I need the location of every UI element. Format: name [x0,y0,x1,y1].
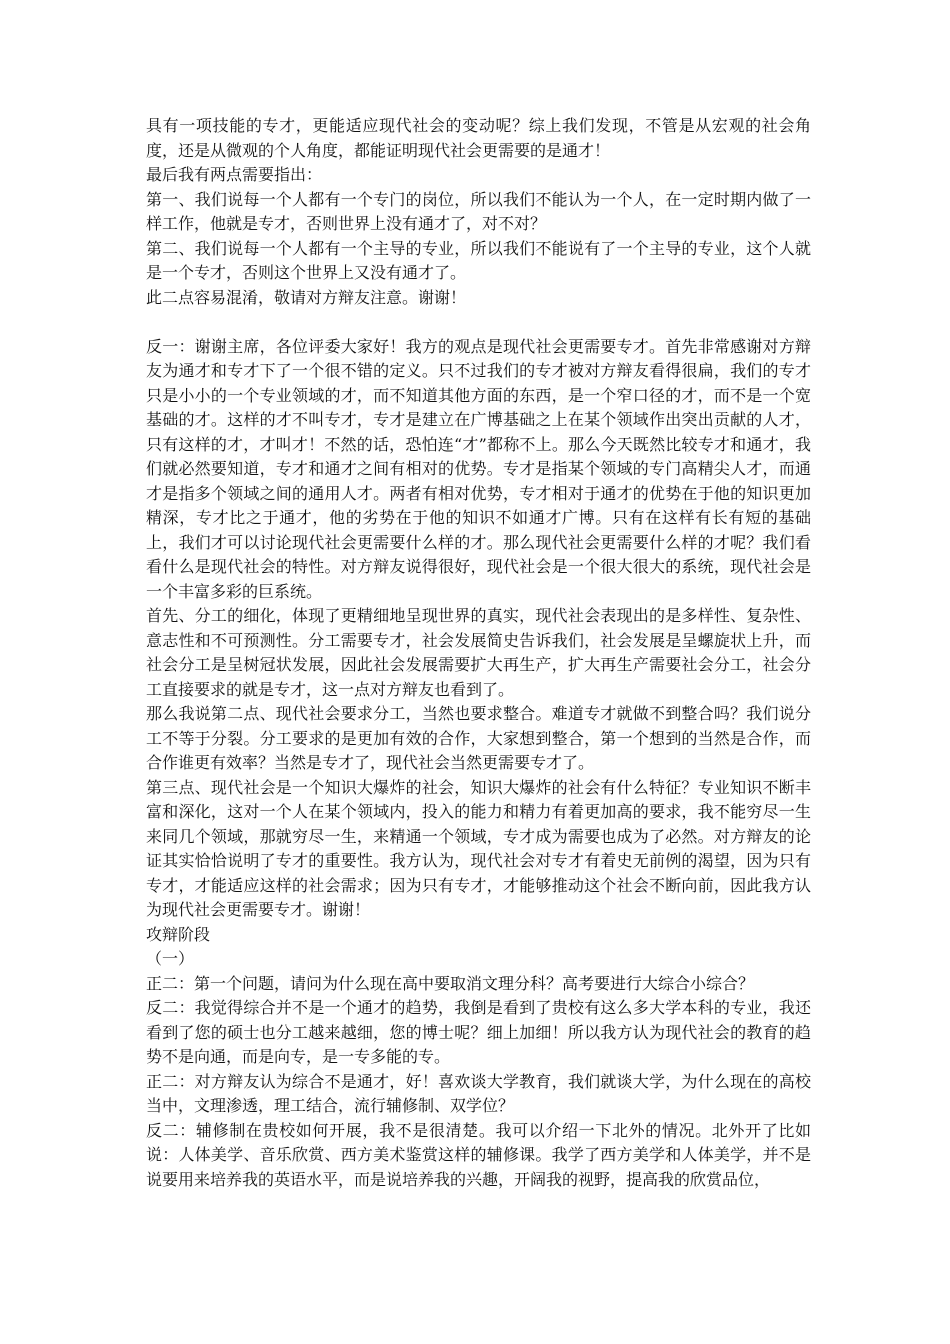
paragraph: 反二：我觉得综合并不是一个通才的趋势，我倒是看到了贵校有这么多大学本科的专业，我还看到了您的硕士也分工越来越细，您的博士呢？细上加细！所以我方认为现代社会的教育的趋势不是向通，而是向专，是一专多能的专。 [146,998,811,1066]
paragraph: 反二：辅修制在贵校如何开展，我不是很清楚。我可以介绍一下北外的情况。北外开了比如说：人体美学、音乐欣赏、西方美术鉴赏这样的辅修课。我学了西方美学和人体美学，并不是说要用来培养我的英语水平，而是说培养我的兴趣，开阔我的视野，提高我的欣赏品位， [146,1120,811,1189]
paragraph: 具有一项技能的专才，更能适应现代社会的变动呢？综上我们发现，不管是从宏观的社会角度，还是从微观的个人角度，都能证明现代社会更需要的是通才！ [146,116,811,160]
paragraph: 第一、我们说每一个人都有一个专门的岗位，所以我们不能认为一个人，在一定时期内做了一样工作，他就是专才，否则世界上没有通才了，对不对？ [146,189,811,233]
blank-line [146,310,811,335]
paragraph: 首先、分工的细化，体现了更精细地呈现世界的真实，现代社会表现出的是多样性、复杂性、意志性和不可预测性。分工需要专才，社会发展简史告诉我们，社会发展是呈螺旋状上升，而社会分工是呈树冠状发展，因此社会发展需要扩大再生产，扩大再生产需要社会分工，社会分工直接要求的就是专才，这一点对方辩友也看到了。 [146,606,811,699]
paragraph: 第三点、现代社会是一个知识大爆炸的社会，知识大爆炸的社会有什么特征？专业知识不断丰富和深化，这对一个人在某个领域内，投入的能力和精力有着更加高的要求，我不能穷尽一生来同几个领域，那就穷尽一生，来精通一个领域，专才成为需要也成为了必然。对方辩友的论证其实恰恰说明了专才的重要性。我方认为，现代社会对专才有着史无前例的渴望，因为只有专才，才能适应这样的社会需求；因为只有专才，才能够推动这个社会不断向前，因此我方认为现代社会更需要专才。谢谢！ [146,777,811,919]
paragraph: 第二、我们说每一个人都有一个主导的专业，所以我们不能说有了一个主导的专业，这个人就是一个专才，否则这个世界上又没有通才了。 [146,238,811,282]
paragraph: 此二点容易混淆，敬请对方辩友注意。谢谢！ [146,287,467,307]
paragraph: 最后我有两点需要指出： [146,165,323,184]
paragraph: 反一：谢谢主席，各位评委大家好！我方的观点是现代社会更需要专才。首先非常感谢对方辩友为通才和专才下了一个很不错的定义。只不过我们的专才被对方辩友看得很扁，我们的专才只是小小的一个专业领域的才，而不知道其他方面的东西，是一个窄口径的才，而不是一个宽基础的才。这样的才不叫专才，专才是建立在广博基础之上在某个领域作出突出贡献的人才，只有这样的才，才叫才！不然的话，恐怕连“才”都称不上。那么今天既然比较专才和通才，我们就必然要知道，专才和通才之间有相对的优势。专才是指某个领域的专门高精尖人才，而通才是指多个领域之间的通用人才。两者有相对优势，专才相对于通才的优势在于他的知识更加精深，专才比之于通才，他的劣势在于他的知识不如通才广博。只有在这样有长有短的基础上，我们才可以讨论现代社会更需要什么样的才。那么现代社会更需要什么样的才呢？我们看看什么是现代社会的特性。对方辩友说得很好，现代社会是一个很大很大的系统，现代社会是一个丰富多彩的巨系统。 [146,336,811,601]
document-page [146,114,811,1192]
sub-heading: （一） [146,949,195,968]
paragraph: 正二：第一个问题，请问为什么现在高中要取消文理分科？高考要进行大综合小综合？ [146,973,755,993]
paragraph: 那么我说第二点、现代社会要求分工，当然也要求整合。难道专才就做不到整合吗？我们说分工不等于分裂。分工要求的是更加有效的合作，大家想到整合，第一个想到的当然是合作，而合作谁更有效率？当然是专才了，现代社会当然更需要专才了。 [146,704,811,772]
section-heading: 攻辩阶段 [146,924,211,944]
paragraph: 正二：对方辩友认为综合不是通才，好！喜欢谈大学教育，我们就谈大学，为什么现在的高校当中，文理渗透，理工结合，流行辅修制、双学位？ [146,1071,811,1115]
